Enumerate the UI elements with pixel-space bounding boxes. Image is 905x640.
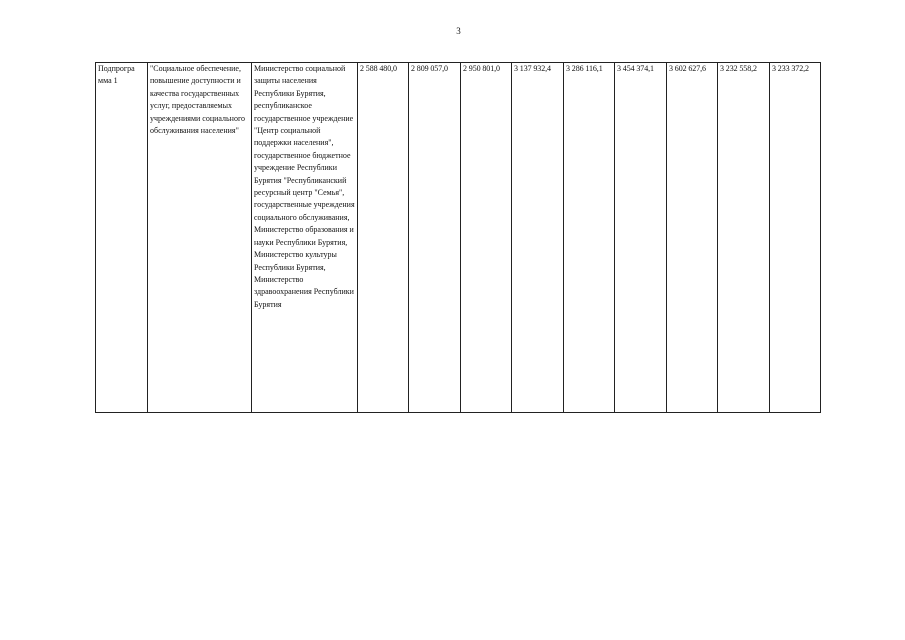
subprogram-name-cell: "Социальное обеспечение, повышение доступности и качества государственных услуг, предоставляемых учреждениями социального обслуживания населения" bbox=[148, 63, 252, 413]
funding-value-cell: 3 232 558,2 bbox=[718, 63, 770, 413]
funding-value-cell: 2 588 480,0 bbox=[358, 63, 409, 413]
funding-value-cell: 3 602 627,6 bbox=[667, 63, 718, 413]
funding-value-cell: 2 809 057,0 bbox=[409, 63, 461, 413]
funding-value-cell: 3 137 932,4 bbox=[512, 63, 564, 413]
funding-value-cell: 3 233 372,2 bbox=[770, 63, 821, 413]
funding-value-cell: 3 454 374,1 bbox=[615, 63, 667, 413]
program-financing-table bbox=[95, 62, 821, 413]
funding-value-cell: 3 286 116,1 bbox=[564, 63, 615, 413]
funding-value-cell: 2 950 801,0 bbox=[461, 63, 512, 413]
page-number: 3 bbox=[456, 26, 461, 36]
subprogram-code-cell: Подпрогра мма 1 bbox=[96, 63, 148, 413]
executors-cell: Министерство социальной защиты населения Республики Бурятия, республиканское государственное учреждение "Центр социальной поддержки населения", государственное бюджетное учреждение Республики Бурятия "Республиканский ресурсный центр "Семья", государственные учреждения социального обслуживания, Министерство образования и науки Республики Бурятия, Министерство культуры Республики Бурятия, Министерство здравоохранения Республики Бурятия bbox=[252, 63, 358, 413]
table-row bbox=[96, 63, 821, 413]
